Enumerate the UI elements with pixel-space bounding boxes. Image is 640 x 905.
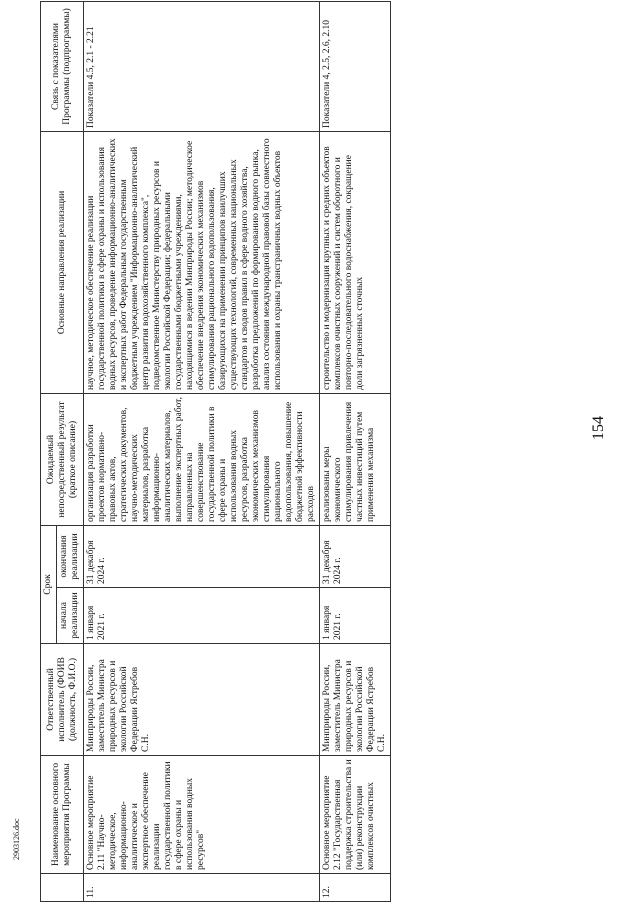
page-number: 154 xyxy=(590,416,607,440)
row-result: организация разработки проектов нормативно-правовых актов, стратегических документов, научно-методических материалов, разработка информационно-аналитических материалов, выполнение экспертных работ, направленных на совершенствование государственной политики в сфере охраны и использования водных ресурсов, разработка экономических механизмов стимулирования рационального водопользования, повышение бюджетной эффективности расходов xyxy=(84,393,320,525)
row-name: Основное мероприятие 2.11 "Научно-методическое, информационно-аналитическое и экспертное обеспечение реализации государственной политики в сфере охраны и использования водных ресурсов" xyxy=(84,756,320,874)
header-num xyxy=(41,874,84,902)
row-directions: научное, методическое обеспечение реализации государственной политики в сфере охраны и использования водных ресурсов, проведение информационно-аналитических и экспертных работ Федеральным государственным бюджетным учреждением "Информационно-аналитический центр развития водохозяйственного комплекса", подведомственное Министерству природных ресурсов и экологии Российской Федерации; федеральными государственными бюджетными учреждениями, находящимися в ведении Минприроды России; методическое обеспечение внедрения экономических механизмов стимулирования рационального водопользования, базирующихся на применении принципов наилучших существующих технологий, современных национальных стандартов и сводов правил в сфере водного хозяйства, разработка предложений по формированию водного рынка, анализ состояния международной правовой базы совместного использования и охраны трансграничных водных объектов xyxy=(84,131,320,393)
row-end: 31 декабря 2024 г. xyxy=(84,525,320,587)
header-directions: Основные направления реализации xyxy=(41,131,84,393)
header-responsible: Ответственный исполнитель (ФОИВ (должность, Ф.И.О.) xyxy=(41,644,84,756)
row-responsible: Минприроды России, заместитель Министра природных ресурсов и экологии Российской Федерации Ястребов С.Н. xyxy=(320,644,391,756)
table-row xyxy=(84,1,320,901)
row-link: Показатели 4, 2.5, 2.6, 2.10 xyxy=(320,1,391,131)
row-start: 1 января 2021 г. xyxy=(84,588,320,644)
program-measures-table xyxy=(40,1,391,902)
row-start: 1 января 2021 г. xyxy=(320,588,391,644)
rotated-table-wrapper xyxy=(40,2,600,902)
header-link: Связь с показателями Программы (подпрограммы) xyxy=(41,1,84,131)
row-link: Показатели 4.5, 2.1 - 2.21 xyxy=(84,1,320,131)
row-num: 11. xyxy=(84,874,320,902)
header-row xyxy=(41,1,57,901)
header-result: Ожидаемый непосредственный результат (краткое описание) xyxy=(41,393,84,525)
header-name: Наименование основного мероприятия Программы xyxy=(41,756,84,874)
row-end: 31 декабря 2024 г. xyxy=(320,525,391,587)
header-start: начала реализации xyxy=(57,588,84,644)
row-responsible: Минприроды России, заместитель Министра природных ресурсов и экологии Российской Федерации Ястребов С.Н. xyxy=(84,644,320,756)
row-directions: строительство и модернизация крупных и средних объектов комплексов очистных сооружений и систем оборотного и повторно-последовательного водоснабжения, сокращение доли загрязненных сточных xyxy=(320,131,391,393)
header-term: Срок xyxy=(41,525,57,643)
row-num: 12. xyxy=(320,874,391,902)
header-end: окончания реализации xyxy=(57,525,84,587)
document-code: 2903126.doc xyxy=(12,818,21,860)
row-result: реализованы меры экономического стимулирования привлечения частных инвестиций путем применения механизма xyxy=(320,393,391,525)
table-row xyxy=(320,1,391,901)
row-name: Основное мероприятие 2.12 "Государственная поддержка строительства и (или) реконструкции комплексов очистных xyxy=(320,756,391,874)
